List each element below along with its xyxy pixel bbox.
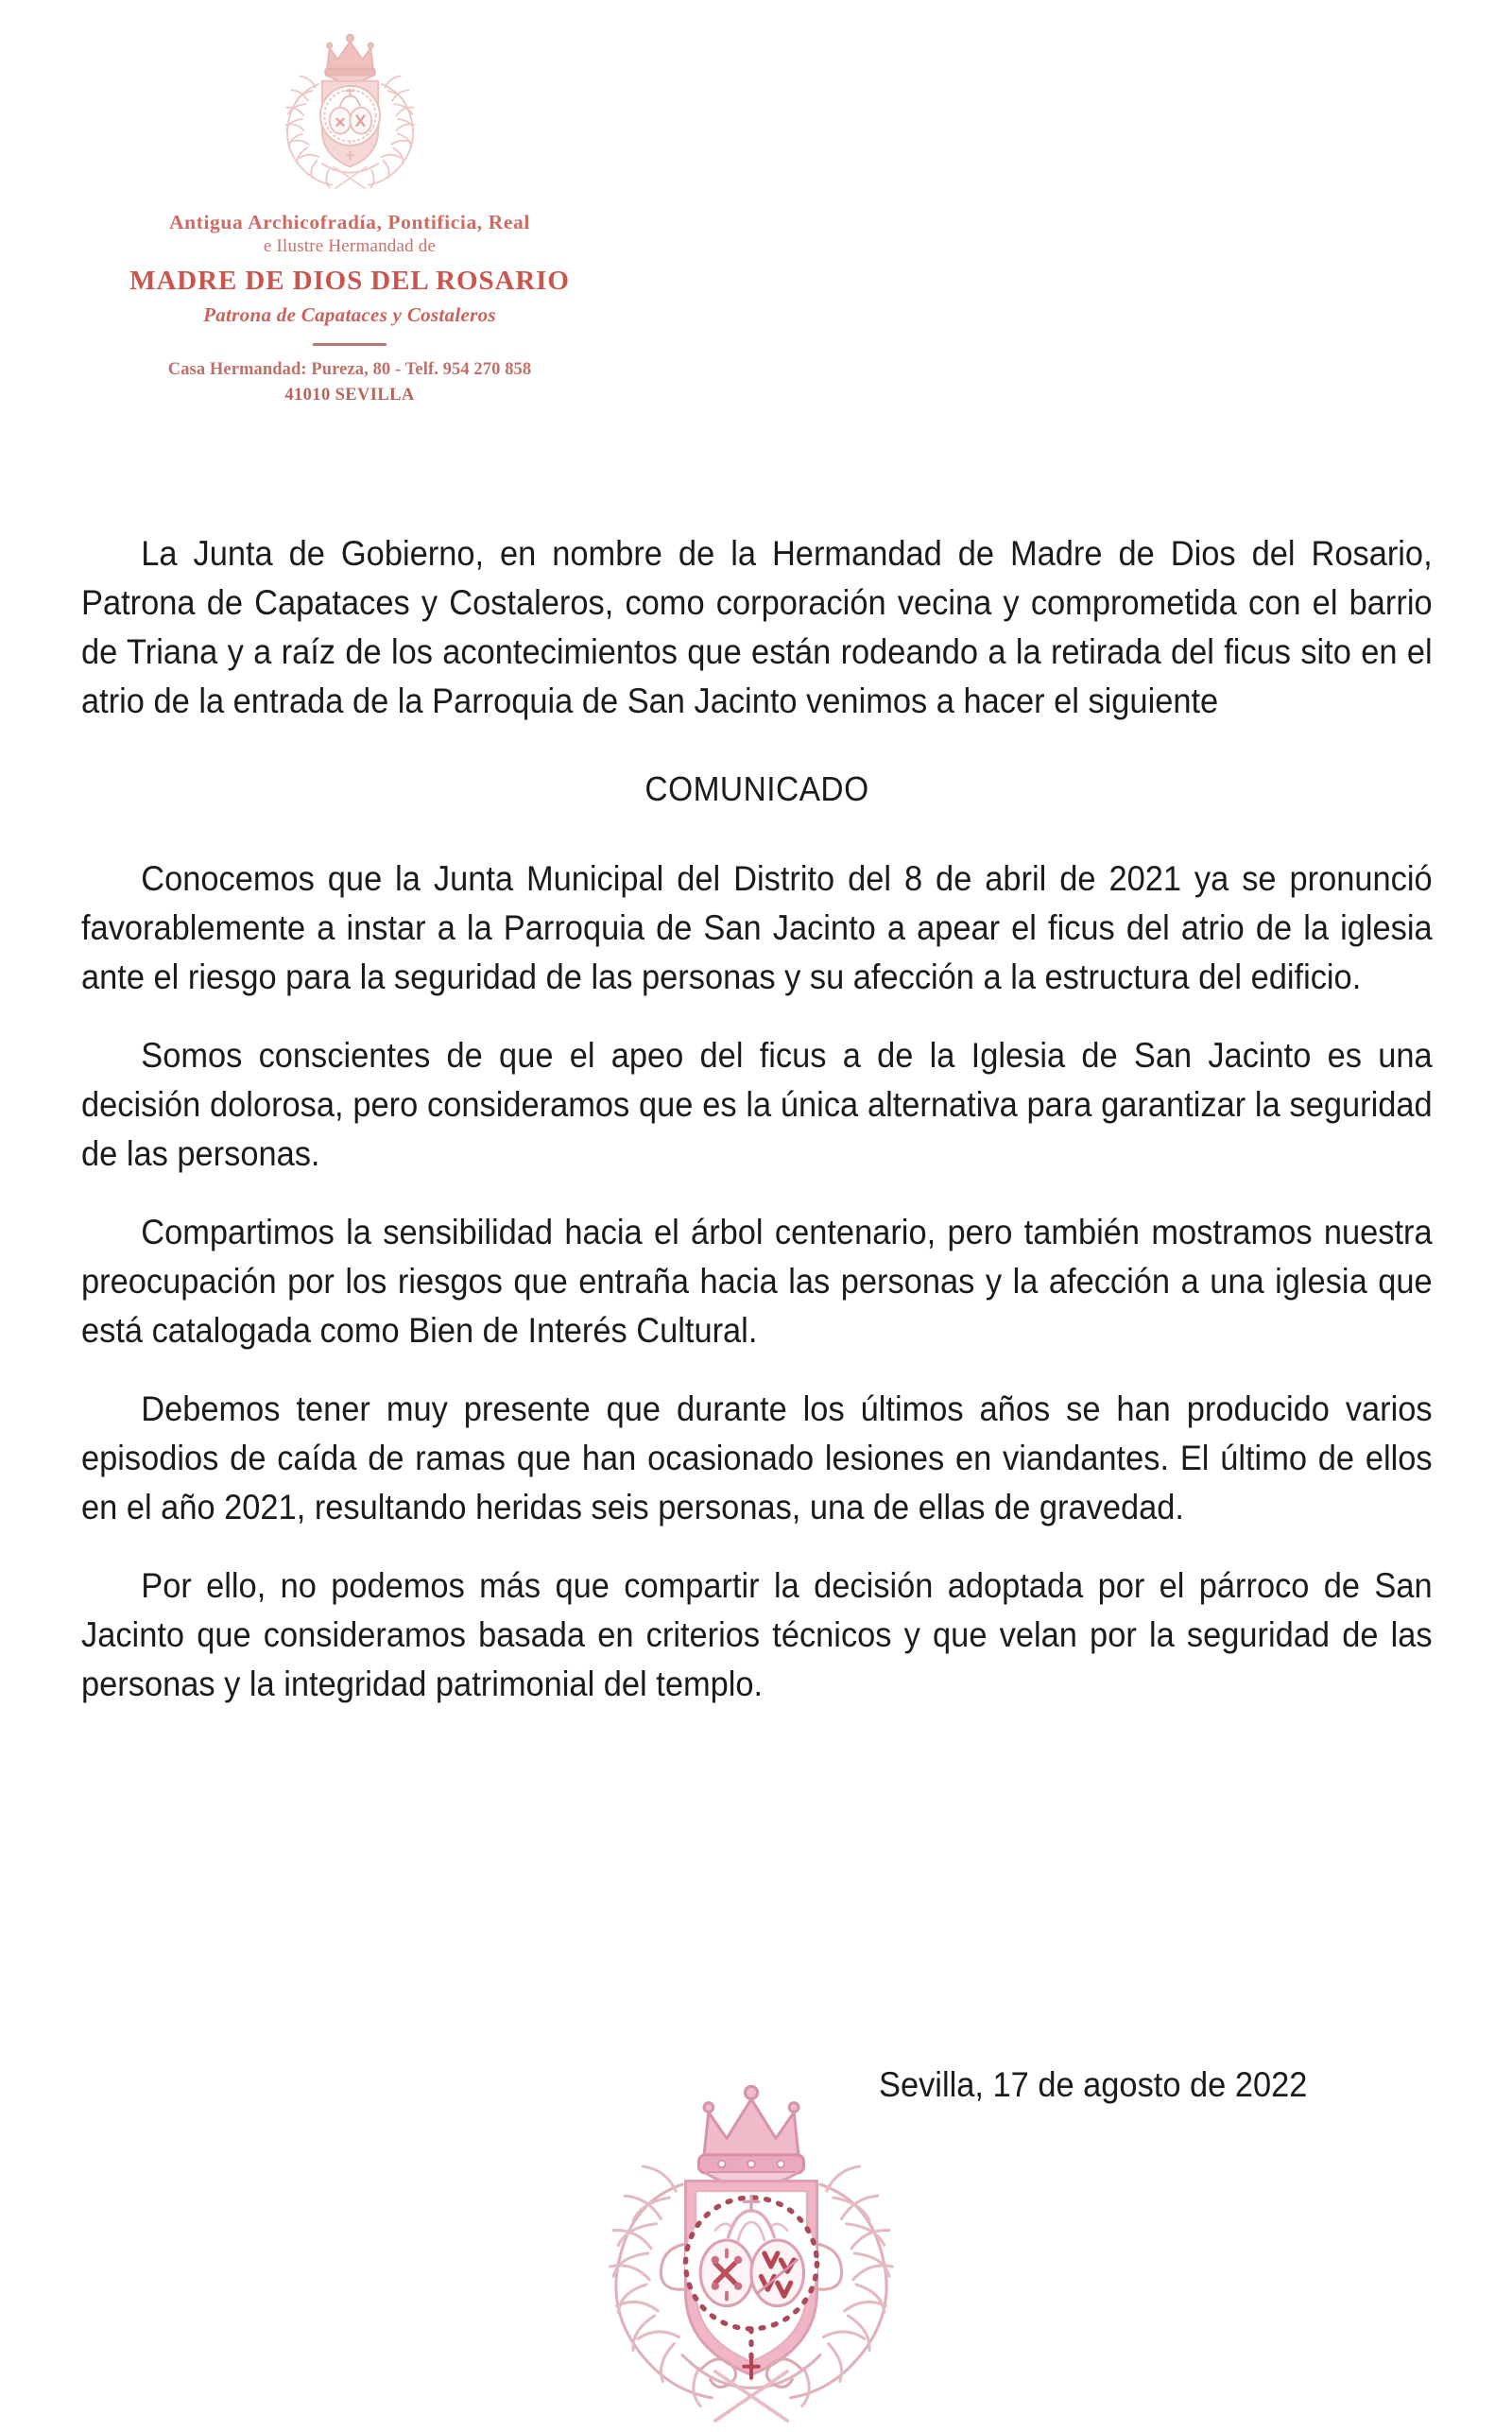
paragraph-2: Somos conscientes de que el apeo del ficus a de la Iglesia de San Jacinto es una decisión dolorosa, pero consideramos que es la única alternativa para garantizar la seguridad de las personas.: [81, 1036, 1433, 1173]
comunicado-heading: COMUNICADO: [644, 769, 869, 808]
paragraph-3: Compartimos la sensibilidad hacia el árbol centenario, pero también mostramos nuestra preocupación por los riesgos que entraña hacia las personas y la afección a una iglesia que está catalogada como Bien de Interés Cultural.: [81, 1213, 1433, 1350]
paragraph-4: Debemos tener muy presente que durante los últimos años se han producido varios episodios de caída de ramas que han ocasionado lesiones en viandantes. El último de ellos en el año 2021, resultando heridas seis personas, una de ellas de gravedad.: [81, 1389, 1433, 1526]
letterhead-line-2: e Ilustre Hermandad de: [263, 236, 437, 257]
place-and-date: Sevilla, 17 de agosto de 2022: [879, 2065, 1308, 2104]
hermandad-seal-icon: [586, 2079, 917, 2427]
heraldic-crest-icon: [267, 26, 433, 197]
letterhead-divider: [313, 343, 387, 346]
paragraph-5: Por ello, no podemos más que compartir la decisión adoptada por el párroco de San Jacinto que consideramos basada en criterios técnicos y que velan por la seguridad de las personas y la integridad patrimonial del templo.: [81, 1566, 1433, 1703]
letterhead: [85, 26, 614, 406]
paragraph-1: Conocemos que la Junta Municipal del Distrito del 8 de abril de 2021 ya se pronunció favorablemente a instar a la Parroquia de San Jacinto a apear el ficus del atrio de la iglesia ante el riesgo para la seguridad de las personas y su afección a la estructura del edificio.: [81, 859, 1433, 996]
intro-paragraph: La Junta de Gobierno, en nombre de la Hermandad de Madre de Dios del Rosario, Patrona de Capataces y Costaleros, como corporación vecina y comprometida con el barrio de Triana y a raíz de los acontecimientos que están rodeando a la retirada del ficus sito en el atrio de la entrada de la Parroquia de San Jacinto venimos a hacer el siguiente: [81, 534, 1433, 720]
document-body: [81, 529, 1433, 1709]
letterhead-address: Casa Hermandad: Pureza, 80 - Telf. 954 270 858: [167, 360, 532, 380]
letterhead-postal-city: 41010 SEVILLA: [284, 385, 415, 405]
letterhead-line-1: Antigua Archicofradía, Pontificia, Real: [169, 211, 530, 233]
letterhead-brotherhood-name: MADRE DE DIOS DEL ROSARIO: [129, 266, 570, 297]
letterhead-patronage: Patrona de Capataces y Costaleros: [203, 302, 496, 326]
